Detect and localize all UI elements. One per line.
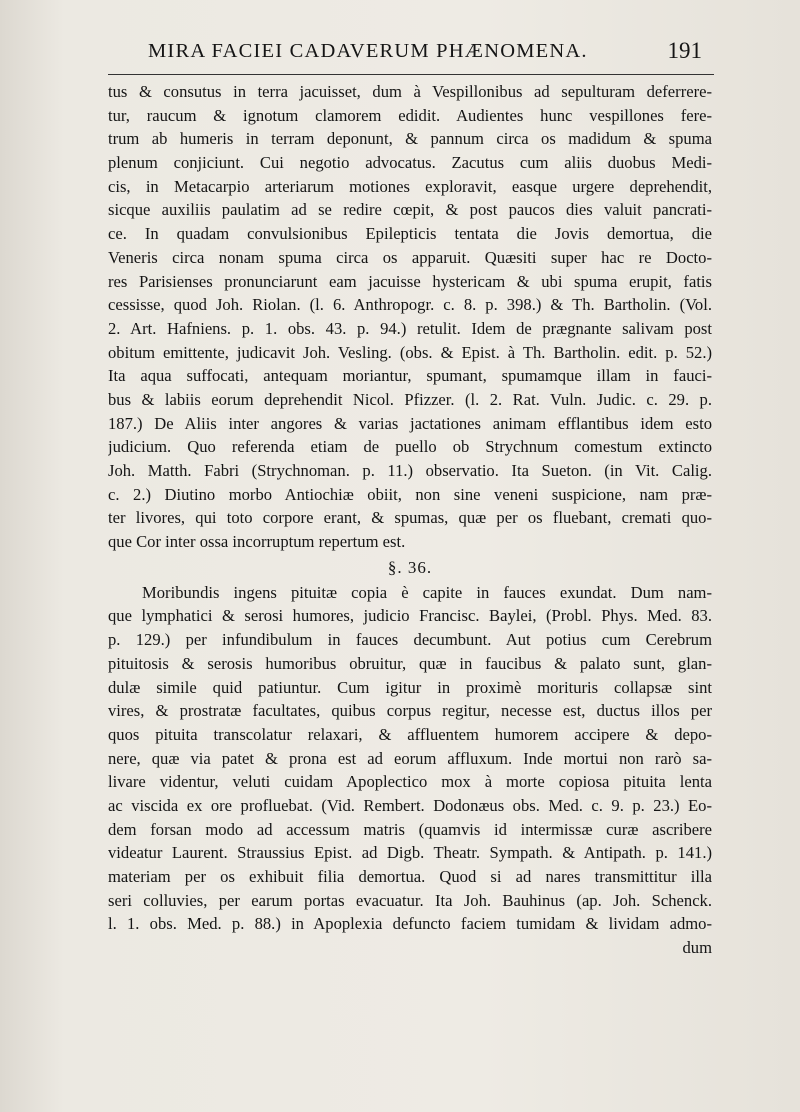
catchword: dum — [682, 938, 712, 958]
text-line: p. 129.) per infundibulum in fauces decumbunt. Aut potius cum Cerebrum — [108, 630, 712, 650]
text-line: ac viscida ex ore profluebat. (Vid. Rembert. Dodonæus obs. Med. c. 9. p. 23.) Eo- — [108, 795, 712, 815]
text-line: Veneris circa nonam spuma circa os apparuit. Quæsiti super hac re Docto- — [108, 247, 712, 267]
text-line: seri colluvies, per earum portas evacuatur. Ita Joh. Bauhinus (ap. Joh. Schenck. — [108, 890, 712, 910]
text-line: tur, raucum & ignotum clamorem edidit. Audientes hunc vespillones fere- — [108, 105, 712, 125]
text-line: trum ab humeris in terram deponunt, & pannum circa os madidum & spuma — [108, 129, 712, 149]
text-line: obitum emittente, judicavit Joh. Vesling. (obs. & Epist. à Th. Bartholin. edit. p. 52.) — [108, 342, 712, 362]
running-title: MIRA FACIEI CADAVERUM PHÆNOMENA. — [148, 40, 588, 62]
text-line: Moribundis ingens pituitæ copia è capite in fauces exundat. Dum nam- — [142, 582, 712, 602]
text-line: tus & consutus in terra jacuisset, dum à Vespillonibus ad sepulturam deferrere- — [108, 82, 712, 101]
text-line: videatur Laurent. Straussius Epist. ad Digb. Theatr. Sympath. & Antipath. p. 141.) — [108, 843, 712, 863]
text-line: ce. In quadam convulsionibus Epilepticis tentata die Jovis demortua, die — [108, 224, 712, 244]
body-text — [108, 80, 712, 960]
text-line: vires, & prostratæ facultates, quibus corpus regitur, necesse est, ductus illos per — [108, 701, 712, 721]
text-line: Ita aqua suffocati, antequam moriantur, spumant, spumamque illam in fauci- — [108, 366, 712, 386]
text-line: 2. Art. Hafniens. p. 1. obs. 43. p. 94.) retulit. Idem de prægnante salivam post — [108, 318, 712, 338]
text-line: res Parisienses pronunciarunt eam jacuisse hystericam & ubi spuma erupit, fatis — [108, 271, 712, 291]
text-line: cessisse, quod Joh. Riolan. (l. 6. Anthropogr. c. 8. p. 398.) & Th. Bartholin. (Vol. — [108, 295, 712, 315]
text-line: que Cor inter ossa incorruptum repertum est. — [108, 532, 406, 552]
text-line: ter livores, qui toto corpore erant, & spumas, quæ per os fluebant, cremati quo- — [108, 508, 712, 528]
text-line: nere, quæ via patet & prona est ad eorum affluxum. Inde mortui non rarò sa- — [108, 748, 712, 768]
text-line: 187.) De Aliis inter angores & varias jactationes animam efflantibus idem esto — [108, 413, 712, 433]
text-line: c. 2.) Diutino morbo Antiochiæ obiit, non sine veneni suspicione, nam præ- — [108, 484, 712, 504]
text-line: bus & labiis eorum deprehendit Nicol. Pfizzer. (l. 2. Rat. Vuln. Judic. c. 29. p. — [108, 389, 712, 409]
text-line: dem forsan modo ad accessum matris (quamvis id intermissæ curæ ascribere — [108, 819, 712, 839]
text-line: l. 1. obs. Med. p. 88.) in Apoplexia defuncto faciem tumidam & lividam admo- — [108, 914, 712, 934]
text-line: materiam per os exhibuit filia demortua. Quod si ad nares transmittitur illa — [108, 867, 712, 886]
text-line: pituitosis & serosis humoribus obruitur, quæ in faucibus & palato sunt, glan- — [108, 653, 712, 673]
text-line: dulæ simile quid patiuntur. Cum igitur in proximè morituris collapsæ sint — [108, 677, 712, 697]
text-line: Joh. Matth. Fabri (Strychnoman. p. 11.) observatio. Ita Sueton. (in Vit. Calig. — [108, 461, 712, 480]
text-line: cis, in Metacarpio arteriarum motiones exploravit, easque urgere deprehendit, — [108, 176, 712, 196]
text-line: quos pituita transcolatur relaxari, & affluentem humorem accipere & depo- — [108, 724, 712, 744]
text-line: sicque auxiliis paulatim ad se redire cœpit, & post paucos dies valuit pancrati- — [108, 200, 712, 220]
text-line: livare videntur, veluti cuidam Apoplectico mox à morte copiosa pituita lenta — [108, 772, 712, 792]
text-line: que lymphatici & serosi humores, judicio Francisc. Baylei, (Probl. Phys. Med. 83. — [108, 606, 712, 626]
text-line: plenum conjiciunt. Cui negotio advocatus. Zacutus cum aliis duobus Medi- — [108, 153, 712, 173]
page-number: 191 — [667, 38, 702, 63]
text-line: judicium. Quo referenda etiam de puello ob Strychnum comestum extincto — [108, 437, 712, 457]
header-rule — [108, 74, 714, 75]
section-heading: §. 36. — [387, 557, 433, 577]
